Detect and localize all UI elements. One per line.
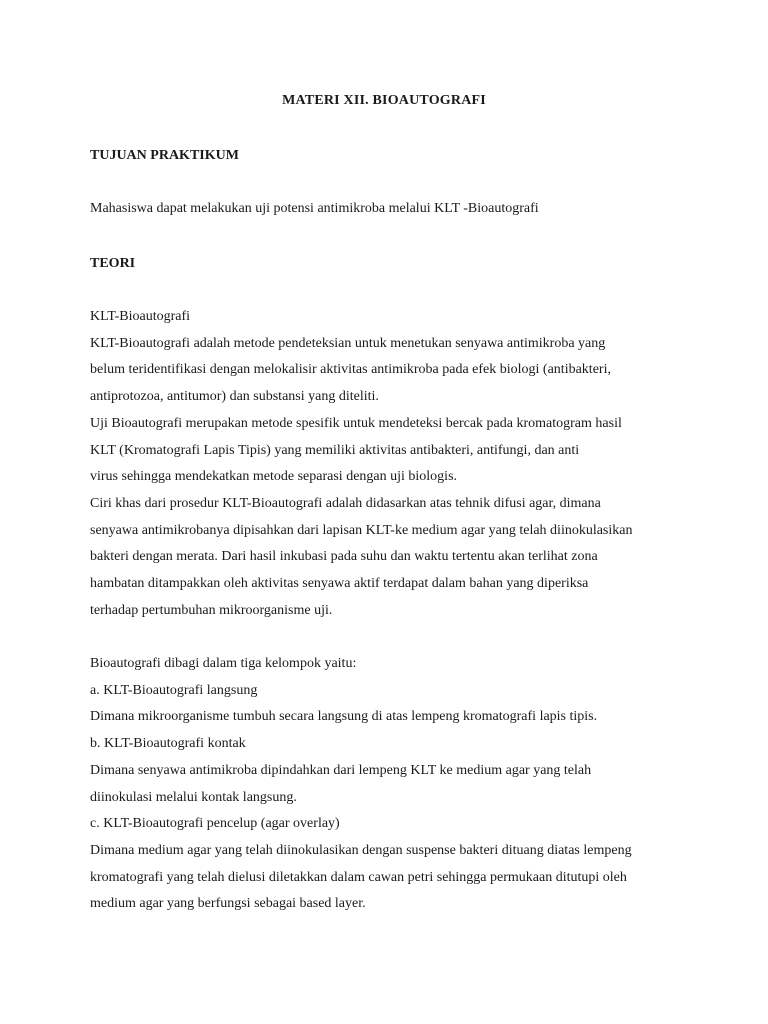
text-line: kromatografi yang telah dielusi diletakkan dalam cawan petri sehingga permukaan ditutupi oleh [90, 869, 627, 885]
text-line: Ciri khas dari prosedur KLT-Bioautografi adalah didasarkan atas tehnik difusi agar, dimana [90, 495, 601, 511]
list-item-label: b. KLT-Bioautografi kontak [90, 736, 246, 752]
text-line: terhadap pertumbuhan mikroorganisme uji. [90, 602, 333, 618]
list-item-label: c. KLT-Bioautografi pencelup (agar overlay) [90, 816, 340, 832]
text-line: KLT-Bioautografi adalah metode pendeteksian untuk menetukan senyawa antimikroba yang [90, 335, 606, 351]
text-line: belum teridentifikasi dengan melokalisir aktivitas antimikroba pada efek biologi (antibakteri, [90, 362, 611, 378]
document-title: MATERI XII. BIOAUTOGRAFI [282, 93, 486, 108]
jenis-bioautografi-block [90, 651, 710, 918]
text-line: bakteri dengan merata. Dari hasil inkubasi pada suhu dan waktu tertentu akan terlihat zona [90, 549, 598, 565]
text-line: Uji Bioautografi merupakan metode spesifik untuk mendeteksi bercak pada kromatogram hasil [90, 415, 622, 431]
text-line: diinokulasi melalui kontak langsung. [90, 789, 297, 805]
text-line: KLT (Kromatografi Lapis Tipis) yang memiliki aktivitas antibakteri, antifungi, dan anti [90, 442, 580, 458]
section-heading-teori: TEORI [90, 256, 136, 271]
text-line: antiprotozoa, antitumor) dan substansi yang diteliti. [90, 389, 379, 405]
tujuan-paragraph: Mahasiswa dapat melakukan uji potensi antimikroba melalui KLT -Bioautografi [90, 201, 539, 216]
text-line: hambatan ditampakkan oleh aktivitas senyawa aktif terdapat dalam bahan yang diperiksa [90, 576, 589, 592]
text-line: Dimana senyawa antimikroba dipindahkan dari lempeng KLT ke medium agar yang telah [90, 762, 592, 778]
list-item-label: a. KLT-Bioautografi langsung [90, 682, 258, 698]
text-line: Dimana medium agar yang telah diinokulasikan dengan suspense bakteri dituang diatas lempeng [90, 842, 632, 858]
section-heading-tujuan: TUJUAN PRAKTIKUM [90, 148, 239, 163]
teori-text-block [90, 304, 710, 624]
text-line: senyawa antimikrobanya dipisahkan dari lapisan KLT-ke medium agar yang telah diinokulasikan [90, 522, 633, 538]
text-line: Dimana mikroorganisme tumbuh secara langsung di atas lempeng kromatografi lapis tipis. [90, 709, 598, 725]
text-line: virus sehingga mendekatkan metode separasi dengan uji biologis. [90, 469, 458, 485]
text-line: KLT-Bioautografi [90, 309, 191, 324]
text-line: Bioautografi dibagi dalam tiga kelompok yaitu: [90, 656, 357, 671]
text-line: medium agar yang berfungsi sebagai based layer. [90, 896, 366, 912]
